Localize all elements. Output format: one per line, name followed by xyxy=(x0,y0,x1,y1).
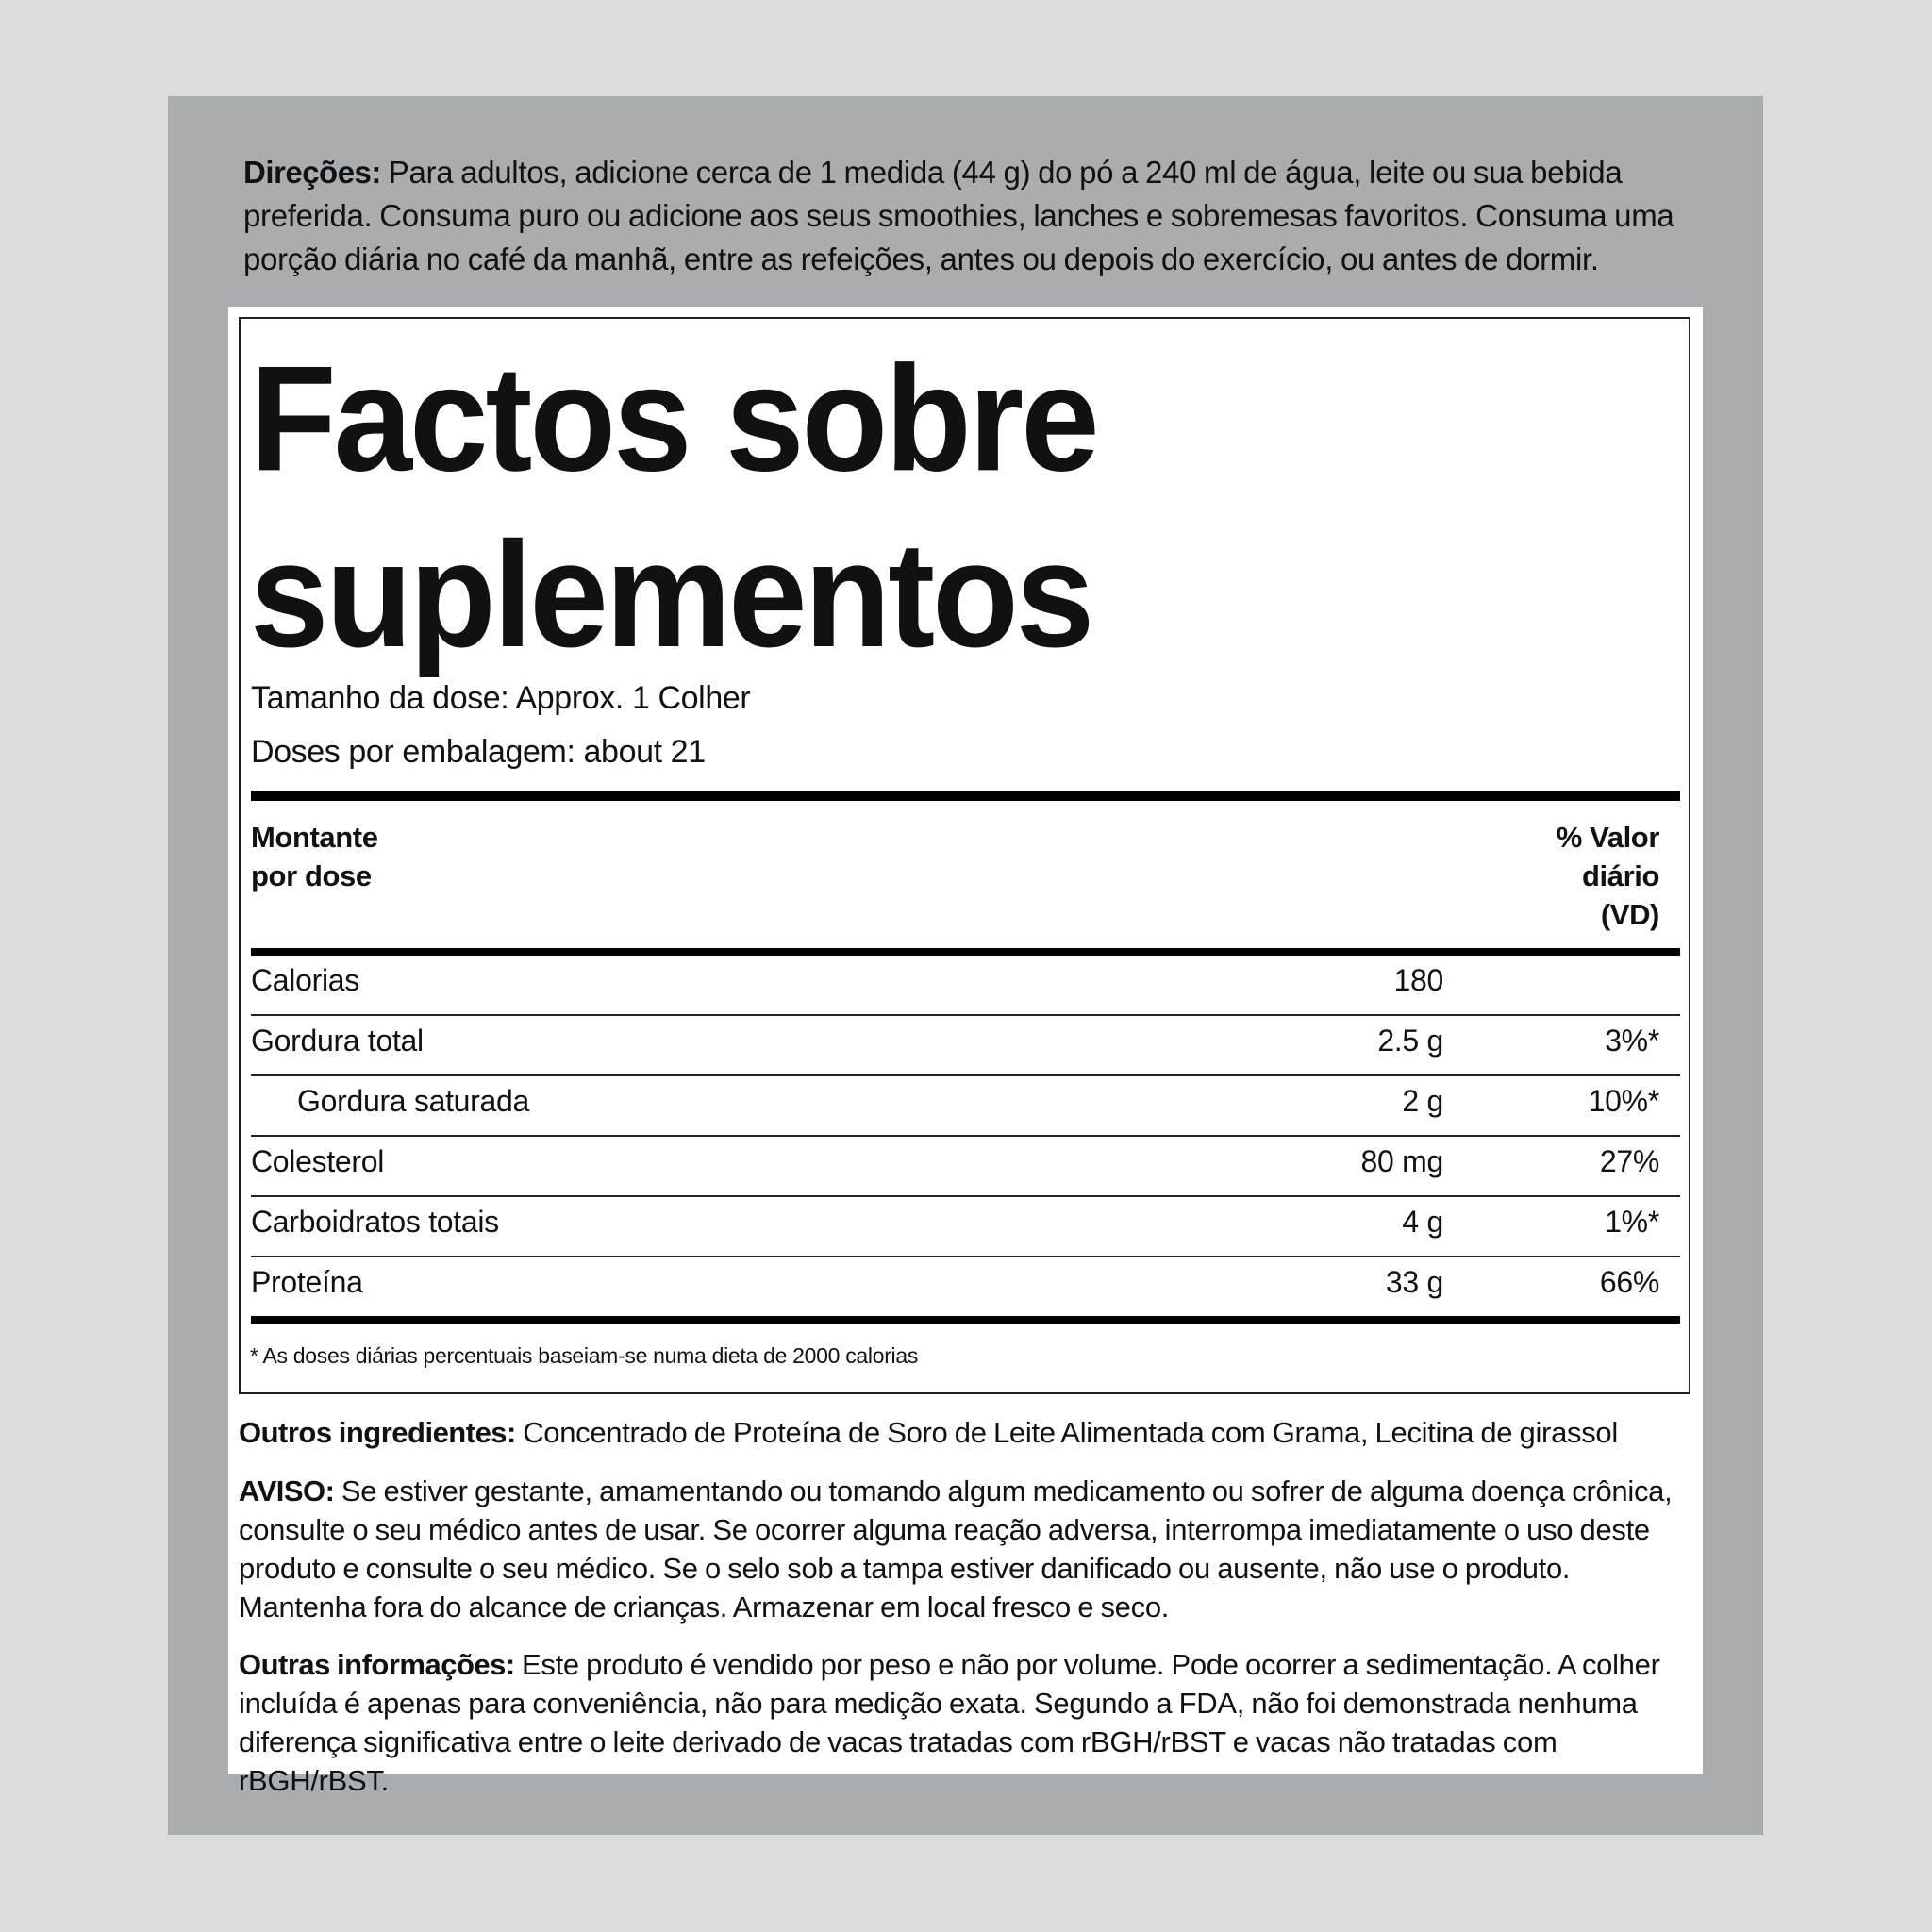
nutrient-row xyxy=(251,1024,1659,1080)
warning xyxy=(239,1472,1691,1626)
facts-title-line2: suplementos xyxy=(250,509,1092,678)
row-divider xyxy=(251,1074,1680,1076)
other-information-label: Outras informações: xyxy=(239,1648,515,1681)
nutrient-amount: 33 g xyxy=(1385,1265,1443,1299)
nutrient-amount: 80 mg xyxy=(1360,1144,1443,1178)
thick-rule-middle xyxy=(251,948,1680,956)
nutrient-row xyxy=(251,963,1659,1020)
nutrient-daily-value: 10%* xyxy=(1588,1084,1659,1118)
nutrient-row xyxy=(251,1265,1659,1322)
nutrient-name: Gordura saturada xyxy=(297,1084,530,1118)
amount-header-line1: Montante xyxy=(251,821,378,854)
daily-value-footnote: * As doses diárias percentuais baseiam-se numa dieta de 2000 calorias xyxy=(250,1343,919,1368)
nutrient-row xyxy=(251,1084,1659,1141)
serving-size: Tamanho da dose: Approx. 1 Colher xyxy=(251,680,751,716)
nutrient-amount: 2 g xyxy=(1402,1084,1443,1118)
other-ingredients xyxy=(239,1413,1691,1452)
row-divider xyxy=(251,1195,1680,1197)
nutrient-daily-value: 66% xyxy=(1599,1265,1659,1299)
nutrient-row xyxy=(251,1144,1659,1201)
nutrient-name: Calorias xyxy=(251,963,359,997)
facts-title xyxy=(250,330,1382,682)
amount-per-serving-header xyxy=(251,818,378,895)
nutrient-name: Gordura total xyxy=(251,1024,424,1058)
other-ingredients-label: Outros ingredientes: xyxy=(239,1416,516,1449)
thick-rule-top xyxy=(251,791,1680,801)
other-ingredients-text: Concentrado de Proteína de Soro de Leite Alimentada com Grama, Lecitina de girassol xyxy=(515,1416,1618,1449)
dv-header-line2: diário xyxy=(1581,859,1659,892)
nutrient-name: Carboidratos totais xyxy=(251,1205,499,1239)
nutrient-name: Colesterol xyxy=(251,1144,385,1178)
row-divider xyxy=(251,1135,1680,1137)
nutrient-daily-value: 27% xyxy=(1599,1144,1659,1178)
nutrient-daily-value: 3%* xyxy=(1605,1024,1659,1058)
warning-text: Se estiver gestante, amamentando ou tomando algum medicamento ou sofrer de alguma doença crônica, consulte o seu médico antes de usar. Se ocorrer alguma reação adversa, interrompa imediatamente o uso deste produto e consulte o seu médico. Se o selo sob a tampa estiver danificado ou ausente, não use o produto. Mantenha fora do alcance de crianças. Armazenar em local fresco e seco. xyxy=(239,1474,1673,1624)
dv-header-line1: % Valor xyxy=(1556,821,1659,854)
nutrient-name: Proteína xyxy=(251,1265,363,1299)
nutrient-row xyxy=(251,1205,1659,1261)
nutrient-amount: 180 xyxy=(1393,963,1443,997)
thick-rule-bottom xyxy=(251,1316,1680,1324)
servings-per-container: Doses por embalagem: about 21 xyxy=(251,734,706,770)
row-divider xyxy=(251,1014,1680,1016)
directions-paragraph xyxy=(243,151,1696,281)
nutrient-amount: 4 g xyxy=(1402,1205,1443,1239)
other-information xyxy=(239,1645,1691,1800)
nutrient-amount: 2.5 g xyxy=(1377,1024,1443,1058)
directions-label: Direções: xyxy=(243,155,381,190)
facts-title-line1: Factos sobre xyxy=(250,334,1097,503)
dv-header-line3: (VD) xyxy=(1600,898,1659,931)
other-information-text: Este produto é vendido por peso e não por volume. Pode ocorrer a sedimentação. A colher incluída é apenas para conveniência, não para medição exata. Segundo a FDA, não foi demonstrada nenhuma diferença significativa entre o leite derivado de vacas tratadas com rBGH/rBST e vacas não tratadas com rBGH/rBST. xyxy=(239,1648,1660,1797)
warning-label: AVISO: xyxy=(239,1474,335,1507)
nutrient-daily-value: 1%* xyxy=(1605,1205,1659,1239)
daily-value-header xyxy=(1557,818,1659,934)
row-divider xyxy=(251,1256,1680,1257)
amount-header-line2: por dose xyxy=(251,859,372,892)
directions-text: Para adultos, adicione cerca de 1 medida (44 g) do pó a 240 ml de água, leite ou sua bebida preferida. Consuma puro ou adicione aos seus smoothies, lanches e sobremesas favoritos. Consuma uma porção diária no café da manhã, entre as refeições, antes ou depois do exercício, ou antes de dormir. xyxy=(243,155,1674,276)
